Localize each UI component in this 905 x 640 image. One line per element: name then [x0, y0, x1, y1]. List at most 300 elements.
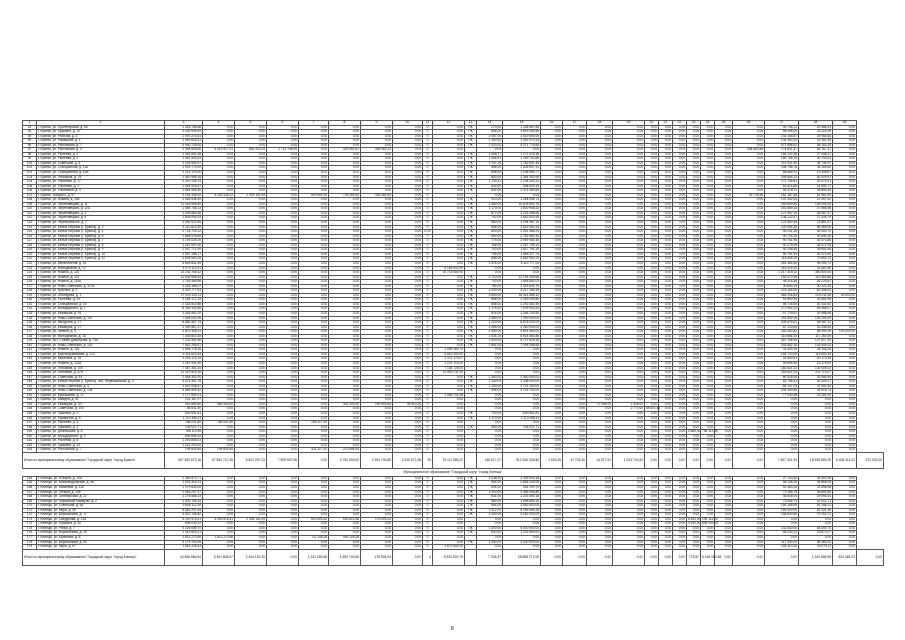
table-cell: 0,00 [587, 302, 613, 307]
table-cell: 0,00 [765, 407, 799, 412]
table-cell: 11 415 525,16 [165, 371, 203, 376]
table-cell: 0,00 [645, 549, 659, 565]
table-cell: 56 230,14 [765, 531, 799, 536]
table-cell: г. Брянск, ул. Ульянова, д. 2 [37, 184, 165, 189]
table-cell: 4 990 729,00 [165, 143, 203, 148]
table-cell: г. Брянск, ул. Пушкина, д. 1 [37, 412, 165, 417]
table-cell: 0,00 [833, 202, 857, 207]
table-cell: 0,00 [833, 334, 857, 339]
table-cell: 0,00 [477, 398, 503, 403]
table-cell: 2 463 207,37 [165, 490, 203, 495]
table-cell: г. Брянск, ул. Белые Березки (г. Брянск), д. 6 [37, 234, 165, 239]
table-cell: 0 [423, 271, 433, 276]
table-cell: 0,00 [477, 443, 503, 448]
table-cell: 1 495 665,16 [503, 499, 541, 504]
table-cell: 0,00 [361, 375, 393, 380]
table-cell: 0,00 [673, 526, 687, 531]
table-cell: 211 713,07 [799, 371, 833, 376]
table-cell: 0,00 [433, 330, 465, 335]
table-cell: 1 590 740,66 [329, 549, 361, 565]
table-cell: 0,00 [687, 280, 701, 285]
table-cell: г. Брянск, ул. Станционная, д. 11А [37, 166, 165, 171]
table-cell: 0,00 [733, 490, 765, 495]
table-cell: ПК [465, 380, 477, 385]
table-cell: 0,00 [833, 486, 857, 491]
table-cell: 0,00 [235, 271, 267, 276]
table-cell: 0,00 [673, 166, 687, 171]
table-cell: 0,00 [235, 152, 267, 157]
table-cell: 2 615 572,48 [393, 452, 423, 468]
table-cell: 84 137,03 [765, 384, 799, 389]
table-cell: 0,00 [563, 545, 587, 550]
table-cell: 0,00 [673, 522, 687, 527]
table-cell: 0,00 [563, 175, 587, 180]
table-cell: 0,00 [235, 522, 267, 527]
table-cell: 0,00 [503, 348, 541, 353]
table-cell: 0,00 [765, 425, 799, 430]
table-cell: 0,00 [673, 221, 687, 226]
table-cell: 0,00 [299, 499, 329, 504]
table-cell: 0,00 [433, 522, 465, 527]
table-cell: 640 551,81 [503, 412, 541, 417]
table-cell: 1 080,00 [477, 540, 503, 545]
table-cell: 1 000,00 [477, 289, 503, 294]
table-cell: 0,00 [587, 189, 613, 194]
table-cell: 98 416,86 [765, 280, 799, 285]
table-cell: 3 649 349,59 [503, 130, 541, 135]
table-cell: 0,00 [393, 439, 423, 444]
table-cell: г. Брянск, ул. Ромашина, д. 1 [37, 139, 165, 144]
table-cell: 0,00 [424, 229, 431, 234]
table-cell: 45 516,04 [765, 495, 799, 500]
table-cell: 0,00 [235, 221, 267, 226]
table-cell: 0,00 [267, 234, 299, 239]
table-cell: 0,00 [613, 239, 645, 244]
table-cell: 0 [423, 266, 433, 271]
table-cell: 0,00 [613, 499, 645, 504]
table-cell: 0,00 [833, 522, 857, 527]
table-cell: 2 057,00 [477, 134, 503, 139]
table-cell: 0,00 [503, 266, 541, 271]
table-cell: 0,00 [659, 216, 673, 221]
table-cell: 0,00 [733, 513, 765, 518]
table-cell: 0,00 [715, 504, 733, 509]
table-cell: 0,00 [299, 243, 329, 248]
table-cell: 0,00 [587, 486, 613, 491]
table-cell: 644,00 [477, 486, 503, 491]
table-cell: 0,00 [329, 425, 361, 430]
table-cell: 0,00 [267, 526, 299, 531]
table-cell: 0,00 [563, 289, 587, 294]
table-cell: 0,00 [235, 211, 267, 216]
table-cell: 0,00 [235, 343, 267, 348]
table-cell: 2 028 554,97 [165, 161, 203, 166]
table-cell: 0,00 [645, 289, 659, 294]
table-cell: 0,00 [701, 476, 715, 481]
table-cell: 0,00 [673, 361, 687, 366]
table-cell: 0,00 [235, 430, 267, 435]
table-cell: 0,00 [715, 221, 733, 226]
table-cell: 0,00 [687, 125, 701, 130]
table-cell: 0,00 [715, 148, 733, 153]
table-cell: 0,00 [393, 130, 423, 135]
table-cell: 0,00 [701, 166, 715, 171]
table-cell: 440,00 [477, 184, 503, 189]
table-cell: ПК [465, 216, 477, 221]
table-cell: 355 384,60 [361, 193, 393, 198]
table-cell: 0,00 [687, 499, 701, 504]
table-cell: 0,00 [613, 221, 645, 226]
table-cell: 0,00 [733, 248, 765, 253]
table-cell: 0,00 [477, 430, 503, 435]
table-cell: 0 [423, 161, 433, 166]
table-cell: 0,00 [587, 275, 613, 280]
table-cell: г. Брянск, ул. Ростовская, д. 7 [37, 448, 165, 453]
table-cell: 0,00 [361, 157, 393, 162]
table-cell: 0,00 [645, 161, 659, 166]
table-cell: 0,00 [715, 311, 733, 316]
table-cell: 116 [23, 234, 37, 239]
table-cell: 0,00 [659, 184, 673, 189]
table-cell: 51 962,40 [799, 193, 833, 198]
table-cell: 0,00 [329, 393, 361, 398]
table-cell: 0,00 [715, 540, 733, 545]
table-cell: 0,00 [659, 343, 673, 348]
table-cell: 0,00 [267, 330, 299, 335]
table-cell: 0,00 [203, 325, 235, 330]
table-cell: 0,00 [433, 180, 465, 185]
table-cell: 0,00 [715, 316, 733, 321]
table-cell: 0,00 [563, 425, 587, 430]
table-cell: 8 850 467,74 [165, 321, 203, 326]
table-cell: 11 418 555,50 [165, 202, 203, 207]
table-cell: 62 358,00 [799, 289, 833, 294]
table-cell: 0,00 [701, 508, 715, 513]
table-cell: 0,00 [267, 531, 299, 536]
table-cell: 0,00 [433, 476, 465, 481]
table-cell: 0,00 [587, 148, 613, 153]
table-cell: 0,00 [541, 448, 563, 453]
table-cell: 0,00 [613, 230, 645, 235]
table-cell: 0,00 [235, 234, 267, 239]
table-cell: 0,00 [733, 434, 765, 439]
table-cell: 0,00 [645, 261, 659, 266]
table-cell: г. Брянск, ул. Донбасская, д. 8 [37, 430, 165, 435]
table-cell: 0,00 [701, 393, 715, 398]
table-cell: 0,00 [563, 134, 587, 139]
table-cell: 0,00 [433, 175, 465, 180]
table-cell: 0,00 [393, 289, 423, 294]
table-cell: 0,00 [587, 139, 613, 144]
table-cell: 0,00 [433, 416, 465, 421]
table-cell: 0,00 [203, 207, 235, 212]
table-cell: 1 655 778,26 [165, 348, 203, 353]
table-cell: 0,00 [733, 284, 765, 289]
table-cell: 0,00 [267, 321, 299, 326]
table-cell: 0,00 [833, 311, 857, 316]
table-cell: 900 125,28 [329, 536, 361, 541]
table-cell: 0,00 [361, 261, 393, 266]
table-cell: 0,00 [541, 130, 563, 135]
table-cell: 0 [423, 193, 433, 198]
table-cell: 0,00 [235, 252, 267, 257]
table-cell: 0,00 [541, 284, 563, 289]
table-cell: 0,00 [361, 531, 393, 536]
table-cell: 0,00 [361, 152, 393, 157]
table-cell: 0,00 [659, 193, 673, 198]
table-cell: 178 [23, 540, 37, 545]
table-cell: 0,00 [203, 234, 235, 239]
table-cell: 0,00 [433, 481, 465, 486]
table-cell: 0,00 [329, 257, 361, 262]
table-cell: 130 005,02 [799, 366, 833, 371]
table-cell: 0,00 [393, 334, 423, 339]
table-cell: 0,00 [833, 130, 857, 135]
table-cell: 90 751,95 [765, 239, 799, 244]
table-cell: 154 313,32 [765, 545, 799, 550]
table-cell: 0,00 [329, 307, 361, 312]
table-cell: 0,00 [673, 243, 687, 248]
table-cell: 0,00 [267, 443, 299, 448]
table-cell: 0,00 [563, 180, 587, 185]
header-cell: 19 [613, 121, 645, 126]
table-cell: 1 658 852,03 [503, 280, 541, 285]
table-cell: 0,00 [701, 371, 715, 376]
table-cell: г. Клинцы, ул. Свердлова, д. 21А [37, 517, 165, 522]
table-cell: 0,00 [613, 508, 645, 513]
table-cell: 0,00 [235, 161, 267, 166]
table-cell: 2 426 185,07 [165, 284, 203, 289]
table-cell: 0,00 [613, 184, 645, 189]
table-cell: 0,00 [503, 366, 541, 371]
table-cell: 0,00 [541, 389, 563, 394]
table-cell: 0,00 [833, 298, 857, 303]
table-cell: 0,00 [587, 175, 613, 180]
table-cell: 0 [423, 175, 433, 180]
table-cell: 144 [23, 361, 37, 366]
table-cell: 0,00 [701, 234, 715, 239]
table-cell: 0,00 [659, 202, 673, 207]
table-cell: 0,00 [361, 289, 393, 294]
table-cell: 0,00 [673, 321, 687, 326]
table-cell: 0,00 [433, 184, 465, 189]
table-cell: 0,00 [477, 148, 503, 153]
table-cell: 1 430 522,60 [165, 221, 203, 226]
table-cell: г. Брянск, ул. Молодежная, д. 18 [37, 334, 165, 339]
table-cell: 0,00 [393, 421, 423, 426]
table-cell: 174 [23, 522, 37, 527]
table-cell: 0,00 [659, 239, 673, 244]
table-cell: 0,00 [687, 157, 701, 162]
table-cell: 351 465,40 [765, 261, 799, 266]
table-cell: 0,00 [235, 189, 267, 194]
table-cell: г. Брянск, пр-т Станке Димитрова, д. 73А [37, 339, 165, 344]
table-cell: 30 074,41 [799, 180, 833, 185]
table-cell: 4 [423, 549, 433, 565]
table-cell: 0,00 [329, 184, 361, 189]
table-cell: 0 [423, 366, 433, 371]
table-cell: 0,00 [267, 371, 299, 376]
table-cell: ПК [465, 298, 477, 303]
table-cell: 0,00 [673, 271, 687, 276]
table-cell: 0,00 [203, 389, 235, 394]
header-cell: 15 [503, 121, 541, 126]
table-cell: 220 011,96 [799, 293, 833, 298]
table-cell: 315 886,10 [765, 334, 799, 339]
table-cell: 0,00 [267, 325, 299, 330]
table-cell: 0,00 [701, 330, 715, 335]
table-cell: 872,00 [477, 211, 503, 216]
table-cell: ПК [465, 495, 477, 500]
table-cell: 0,00 [267, 307, 299, 312]
table-cell: 0,00 [587, 375, 613, 380]
table-cell: г. Клинцы, ул. Советская, д. 68 [37, 504, 165, 509]
table-cell: 0,00 [267, 198, 299, 203]
table-cell: 0,00 [267, 311, 299, 316]
table-cell: 0,00 [701, 261, 715, 266]
table-cell: 0,00 [393, 540, 423, 545]
table-cell: 0,00 [587, 221, 613, 226]
table-cell: 209 280,60 [765, 389, 799, 394]
table-cell: 0,00 [799, 517, 833, 522]
table-cell: 0,00 [587, 180, 613, 185]
table-cell: 5 156 902,99 [433, 266, 465, 271]
table-cell: 0,00 [687, 452, 701, 468]
table-cell: 0,00 [645, 266, 659, 271]
table-cell: 0,00 [299, 316, 329, 321]
table-cell: г. Брянск, ул. Володарского, д. 1 [37, 307, 165, 312]
table-cell: 158 640,80 [765, 513, 799, 518]
table-cell: 0,00 [587, 366, 613, 371]
table-cell: 0,00 [645, 495, 659, 500]
table-cell: 0,00 [645, 486, 659, 491]
table-cell: 0,00 [613, 371, 645, 376]
table-cell: 0,00 [715, 416, 733, 421]
table-cell: 0,00 [833, 125, 857, 130]
table-cell: 0,00 [687, 357, 701, 362]
table-cell: 0,00 [563, 495, 587, 500]
table-cell: 394 664,23 [765, 175, 799, 180]
table-cell: 0,00 [235, 495, 267, 500]
table-cell: 2 844 989,50 [165, 189, 203, 194]
table-cell: 0,00 [393, 225, 423, 230]
table-cell: 0,00 [203, 302, 235, 307]
table-cell: 0,00 [433, 439, 465, 444]
table-cell: 0,00 [645, 366, 659, 371]
table-cell: 3 302 777,61 [165, 289, 203, 294]
table-cell: 0,00 [659, 540, 673, 545]
table-cell: 0,00 [267, 316, 299, 321]
table-cell: 0,00 [645, 252, 659, 257]
header-cell: 20 [645, 121, 659, 126]
table-cell: 964,00 [477, 504, 503, 509]
table-cell: 0,00 [563, 549, 587, 565]
table-cell: 0 [423, 393, 433, 398]
table-cell: 0,00 [541, 334, 563, 339]
table-cell [465, 452, 477, 468]
table-cell: 0,00 [701, 198, 715, 203]
table-cell: 0,00 [733, 257, 765, 262]
table-cell: 0,00 [673, 504, 687, 509]
table-cell: 1 294 567,14 [503, 221, 541, 226]
table-cell: 0 [423, 416, 433, 421]
table-cell: 382 400,00 [203, 402, 235, 407]
table-cell: 0,00 [541, 157, 563, 162]
table-cell: 0,00 [701, 275, 715, 280]
table-cell: 0,00 [203, 180, 235, 185]
table-cell: 0,00 [203, 430, 235, 435]
table-cell: 0,00 [645, 430, 659, 435]
table-cell: 0,00 [393, 175, 423, 180]
table-cell: ПК [465, 307, 477, 312]
table-cell: 42 382,46 [799, 139, 833, 144]
table-cell: 0,00 [645, 334, 659, 339]
table-cell: 0,00 [701, 148, 715, 153]
table-cell: 0,00 [433, 531, 465, 536]
table-cell: 39 894,63 [799, 189, 833, 194]
table-cell: г. Брянск, ул. Красноармейская, д. 113 [37, 352, 165, 357]
table-cell: 110 [23, 207, 37, 212]
table-cell: ПК [465, 280, 477, 285]
table-cell: 0,00 [393, 321, 423, 326]
table-cell: 0,00 [361, 545, 393, 550]
table-cell: 0,00 [393, 152, 423, 157]
table-cell: 0,00 [503, 193, 541, 198]
table-cell: 171 748,81 [765, 180, 799, 185]
table-cell: 0,00 [503, 407, 541, 412]
table-cell: 0,00 [659, 243, 673, 248]
table-cell: г. Брянск, ул. Фокина, д. 110 [37, 271, 165, 276]
table-cell: 0,00 [477, 536, 503, 541]
table-cell: 0,00 [361, 412, 393, 417]
table-cell: 0,00 [267, 407, 299, 412]
table-cell: 0,00 [715, 549, 733, 565]
table-cell: 0,00 [541, 366, 563, 371]
table-cell: 0,00 [563, 189, 587, 194]
table-cell: 49 655,98 [765, 361, 799, 366]
table-cell: 0,00 [833, 513, 857, 518]
table-cell: 0,00 [701, 202, 715, 207]
table-cell: 0,00 [613, 448, 645, 453]
table-cell: 93 [23, 130, 37, 135]
table-cell: ПК [465, 325, 477, 330]
table-cell: 0,00 [587, 252, 613, 257]
table-cell: 10 878 650,75 [503, 202, 541, 207]
table-cell: 0,00 [267, 171, 299, 176]
table-cell: 0,00 [833, 216, 857, 221]
table-cell: 0,00 [563, 536, 587, 541]
table-cell: 0,00 [673, 389, 687, 394]
table-cell: 0,00 [613, 180, 645, 185]
table-cell: 0,00 [613, 495, 645, 500]
table-cell: 0,00 [541, 152, 563, 157]
table-cell: 0,00 [267, 430, 299, 435]
table-cell: 0,00 [235, 143, 267, 148]
table-cell: 0,00 [299, 439, 329, 444]
table-cell: 0,00 [299, 284, 329, 289]
table-cell: 0,00 [393, 166, 423, 171]
table-cell: 0,00 [715, 161, 733, 166]
table-cell: 0,00 [613, 357, 645, 362]
table-cell: 99 [23, 157, 37, 162]
table-cell: 130 [23, 298, 37, 303]
table-cell: 2 292 461,59 [503, 302, 541, 307]
table-cell: 0,00 [799, 430, 833, 435]
table-cell: 0,00 [299, 434, 329, 439]
table-cell: 70 104,72 [799, 513, 833, 518]
table-cell: 0,00 [673, 252, 687, 257]
table-cell: 4 338 000,00 [503, 380, 541, 385]
